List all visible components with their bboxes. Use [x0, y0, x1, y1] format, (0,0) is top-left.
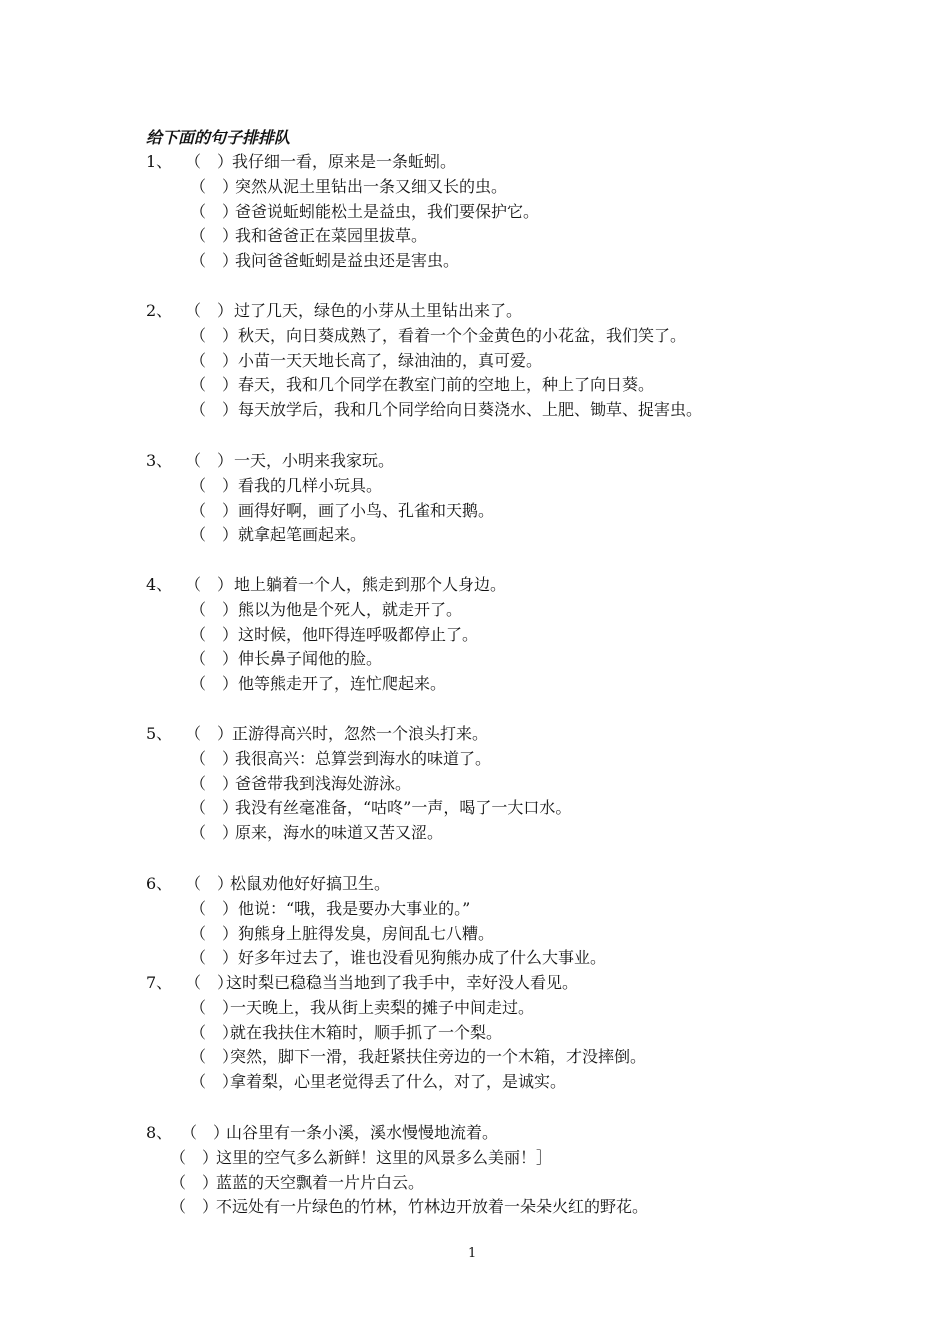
sentence-text: 这时梨已稳稳当当地到了我手中，幸好没人看见。 — [226, 973, 579, 992]
sentence-text: 看我的几样小玩具。 — [238, 475, 383, 495]
answer-blank: （ ） — [190, 475, 239, 495]
sentence-text: 狗熊身上脏得发臭，房间乱七八糟。 — [238, 923, 495, 943]
answer-blank: （ ） — [190, 176, 239, 196]
sentence-text: 我问爸爸蚯蚓是益虫还是害虫。 — [235, 251, 460, 271]
sentence-text: 松鼠劝他好好搞卫生。 — [230, 874, 391, 893]
sentence-text: 他等熊走开了，连忙爬起来。 — [238, 674, 447, 694]
answer-blank: （ ） — [190, 823, 239, 843]
answer-blank: （ ） — [185, 724, 234, 743]
sentence-text: 蓝蓝的天空飘着一片片白云。 — [216, 1172, 425, 1192]
answer-blank: （ ） — [190, 997, 239, 1017]
answer-blank: （ ） — [190, 923, 239, 943]
answer-blank: （ ） — [185, 301, 234, 320]
sentence-text: 突然，脚下一滑，我赶紧扶住旁边的一个木箱，才没摔倒。 — [230, 1047, 647, 1067]
sentence-text: 一天晚上，我从街上卖梨的摊子中间走过。 — [230, 997, 535, 1017]
exercise-number: 6、 — [146, 874, 173, 893]
answer-blank: （ ） — [190, 1022, 239, 1042]
exercise-number: 4、 — [146, 575, 173, 594]
answer-blank: （ ） — [190, 251, 239, 271]
answer-blank: （ ） — [185, 451, 234, 470]
answer-blank: （ ） — [190, 201, 239, 221]
sentence-text: 他说：“哦，我是要办大事业的。” — [238, 898, 471, 918]
answer-blank: （ ） — [190, 624, 239, 644]
sentence-text: 突然从泥土里钻出一条又细又长的虫。 — [235, 176, 508, 196]
answer-blank: （ ） — [190, 400, 239, 420]
sentence-text: 小苗一天天地长高了，绿油油的，真可爱。 — [238, 350, 543, 370]
answer-blank: （ ） — [190, 773, 239, 793]
answer-blank: （ ） — [185, 152, 234, 171]
sentence-text: 爸爸说蚯蚓能松土是益虫，我们要保护它。 — [235, 201, 540, 221]
answer-blank: （ ） — [190, 1072, 239, 1092]
answer-blank: （ ） — [181, 1123, 230, 1142]
answer-blank: （ ） — [190, 948, 239, 968]
answer-blank: （ ） — [185, 874, 234, 893]
exercise-number: 8、 — [146, 1123, 173, 1142]
sentence-text: 我很高兴：总算尝到海水的味道了。 — [235, 748, 492, 768]
sentence-text: 画得好啊，画了小鸟、孔雀和天鹅。 — [238, 500, 495, 520]
answer-blank: （ ） — [170, 1172, 219, 1192]
sentence-text: 一天，小明来我家玩。 — [234, 451, 395, 470]
answer-blank: （ ） — [190, 674, 239, 694]
sentence-text: 这里的空气多么新鲜！这里的风景多么美丽！］ — [216, 1147, 553, 1167]
sentence-text: 伸长鼻子闻他的脸。 — [238, 649, 383, 669]
sentence-text: 每天放学后，我和几个同学给向日葵浇水、上肥、锄草、捉害虫。 — [238, 400, 703, 420]
answer-blank: （ ） — [190, 350, 239, 370]
sentence-text: 地上躺着一个人，熊走到那个人身边。 — [234, 575, 507, 594]
exercise-number: 1、 — [146, 152, 173, 171]
answer-blank: （ ） — [190, 798, 239, 818]
answer-blank: （ ） — [185, 575, 234, 594]
sentence-text: 我没有丝毫准备，“咕咚”一声，喝了一大口水。 — [235, 798, 572, 818]
sentence-text: 过了几天，绿色的小芽从土里钻出来了。 — [234, 301, 523, 320]
sentence-text: 拿着梨，心里老觉得丢了什么，对了，是诚实。 — [230, 1072, 567, 1092]
sentence-text: 正游得高兴时，忽然一个浪头打来。 — [232, 724, 489, 743]
exercise-number: 7、 — [146, 973, 173, 992]
answer-blank: （ ） — [190, 1047, 239, 1067]
page-number: 1 — [468, 1246, 477, 1261]
answer-blank: （ ） — [190, 525, 239, 545]
answer-blank: （ ） — [190, 226, 239, 246]
sentence-text: 我仔细一看，原来是一条蚯蚓。 — [232, 152, 457, 171]
exercise-number: 3、 — [146, 451, 173, 470]
sentence-text: 好多年过去了，谁也没看见狗熊办成了什么大事业。 — [238, 948, 607, 968]
answer-blank: （ ） — [170, 1147, 219, 1167]
answer-blank: （ ） — [190, 500, 239, 520]
sentence-text: 就拿起笔画起来。 — [238, 525, 367, 545]
answer-blank: （ ） — [170, 1197, 219, 1217]
sentence-text: 就在我扶住木箱时，顺手抓了一个梨。 — [230, 1022, 503, 1042]
answer-blank: （ ） — [190, 599, 239, 619]
sentence-text: 不远处有一片绿色的竹林，竹林边开放着一朵朵火红的野花。 — [216, 1197, 649, 1217]
answer-blank: （ ） — [190, 898, 239, 918]
answer-blank: （ ） — [190, 748, 239, 768]
answer-blank: （ ） — [190, 375, 239, 395]
answer-blank: （ ） — [190, 649, 239, 669]
sentence-text: 熊以为他是个死人，就走开了。 — [238, 599, 463, 619]
sentence-text: 秋天，向日葵成熟了，看着一个个金黄色的小花盆，我们笑了。 — [238, 325, 687, 345]
sentence-text: 我和爸爸正在菜园里拔草。 — [235, 226, 428, 246]
sentence-text: 原来，海水的味道又苦又涩。 — [235, 823, 444, 843]
worksheet-title: 给下面的句子排排队 — [146, 128, 291, 147]
sentence-text: 爸爸带我到浅海处游泳。 — [235, 773, 412, 793]
sentence-text: 山谷里有一条小溪，溪水慢慢地流着。 — [226, 1123, 499, 1142]
answer-blank: （ ） — [190, 325, 239, 345]
sentence-text: 这时候，他吓得连呼吸都停止了。 — [238, 624, 479, 644]
sentence-text: 春天，我和几个同学在教室门前的空地上，种上了向日葵。 — [238, 375, 655, 395]
exercise-number: 5、 — [146, 724, 173, 743]
exercise-number: 2、 — [146, 301, 173, 320]
answer-blank: （ ） — [185, 973, 234, 992]
